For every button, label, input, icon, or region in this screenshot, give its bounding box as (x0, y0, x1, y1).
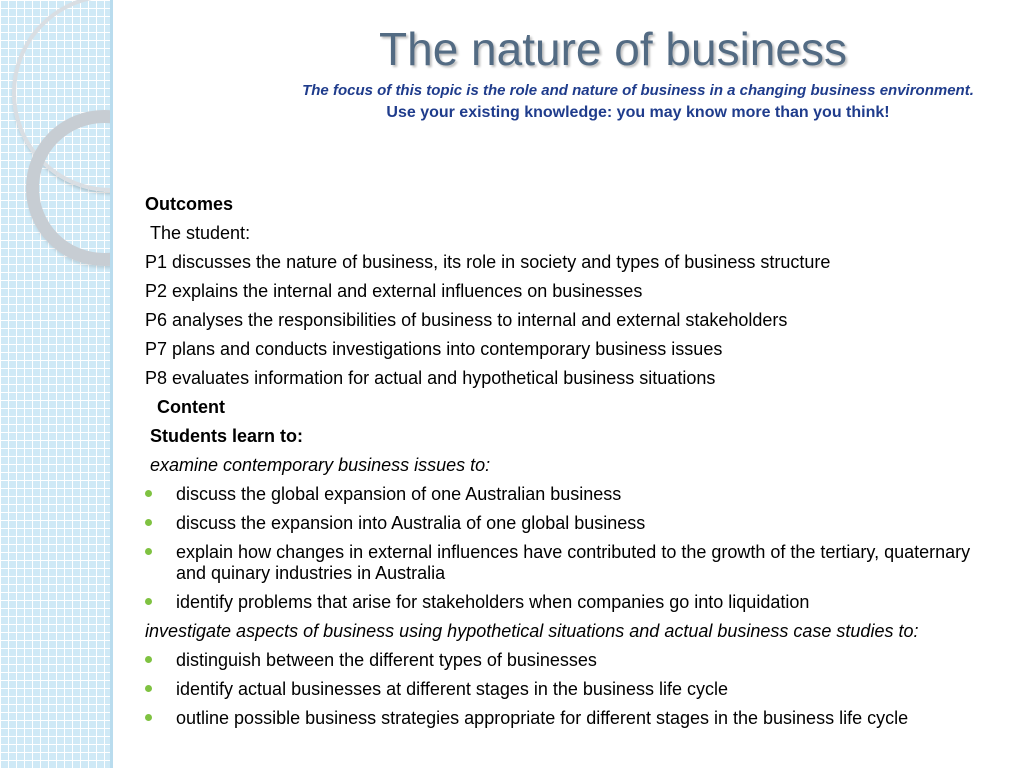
bullet-icon (145, 548, 152, 555)
list-item (145, 542, 975, 584)
list-item (145, 484, 975, 505)
list-item-text: discuss the global expansion of one Australian business (176, 484, 622, 504)
slide-subtitle-2: Use your existing knowledge: you may know more than you think! (386, 104, 890, 121)
bullet-icon (145, 598, 152, 605)
list-item (145, 592, 975, 613)
bullet-icon (145, 656, 152, 663)
outcomes-heading: Outcomes (145, 194, 234, 214)
list-item-text: discuss the expansion into Australia of one global business (176, 513, 646, 533)
list-item (145, 679, 975, 700)
list-item (145, 513, 975, 534)
bullet-icon (145, 714, 152, 721)
slide-title: The nature of business (379, 23, 847, 75)
outcomes-intro: The student: (150, 223, 251, 243)
investigate-label: investigate aspects of business using hypothetical situations and actual business case studies to: (145, 621, 919, 641)
list-item-text: distinguish between the different types of businesses (176, 650, 597, 670)
outcome-item: P7 plans and conducts investigations into contemporary business issues (145, 339, 723, 359)
content-heading: Content (157, 397, 225, 417)
slide-body (145, 194, 975, 737)
list-item-text: identify problems that arise for stakeholders when companies go into liquidation (176, 592, 810, 612)
side-panel-edge (110, 0, 113, 768)
outcome-item: P8 evaluates information for actual and hypothetical business situations (145, 368, 716, 388)
slide-subtitle: The focus of this topic is the role and nature of business in a changing business environment. (302, 82, 974, 99)
outcome-item: P2 explains the internal and external influences on businesses (145, 281, 643, 301)
bullet-icon (145, 490, 152, 497)
list-item (145, 650, 975, 671)
bullet-icon (145, 519, 152, 526)
bullet-icon (145, 685, 152, 692)
list-item (145, 708, 975, 729)
decorative-side-panel (0, 0, 113, 768)
list-item-text: outline possible business strategies appropriate for different stages in the business life cycle (176, 708, 909, 728)
learn-to-heading: Students learn to: (150, 426, 304, 446)
examine-list (145, 484, 975, 613)
list-item-text: explain how changes in external influences have contributed to the growth of the tertiary, quaternary and quinary industries in Australia (176, 542, 971, 583)
slide-header (120, 22, 1016, 123)
examine-label: examine contemporary business issues to: (150, 455, 491, 475)
investigate-list (145, 650, 975, 729)
outcome-item: P1 discusses the nature of business, its role in society and types of business structure (145, 252, 831, 272)
list-item-text: identify actual businesses at different stages in the business life cycle (176, 679, 728, 699)
outcome-item: P6 analyses the responsibilities of business to internal and external stakeholders (145, 310, 788, 330)
